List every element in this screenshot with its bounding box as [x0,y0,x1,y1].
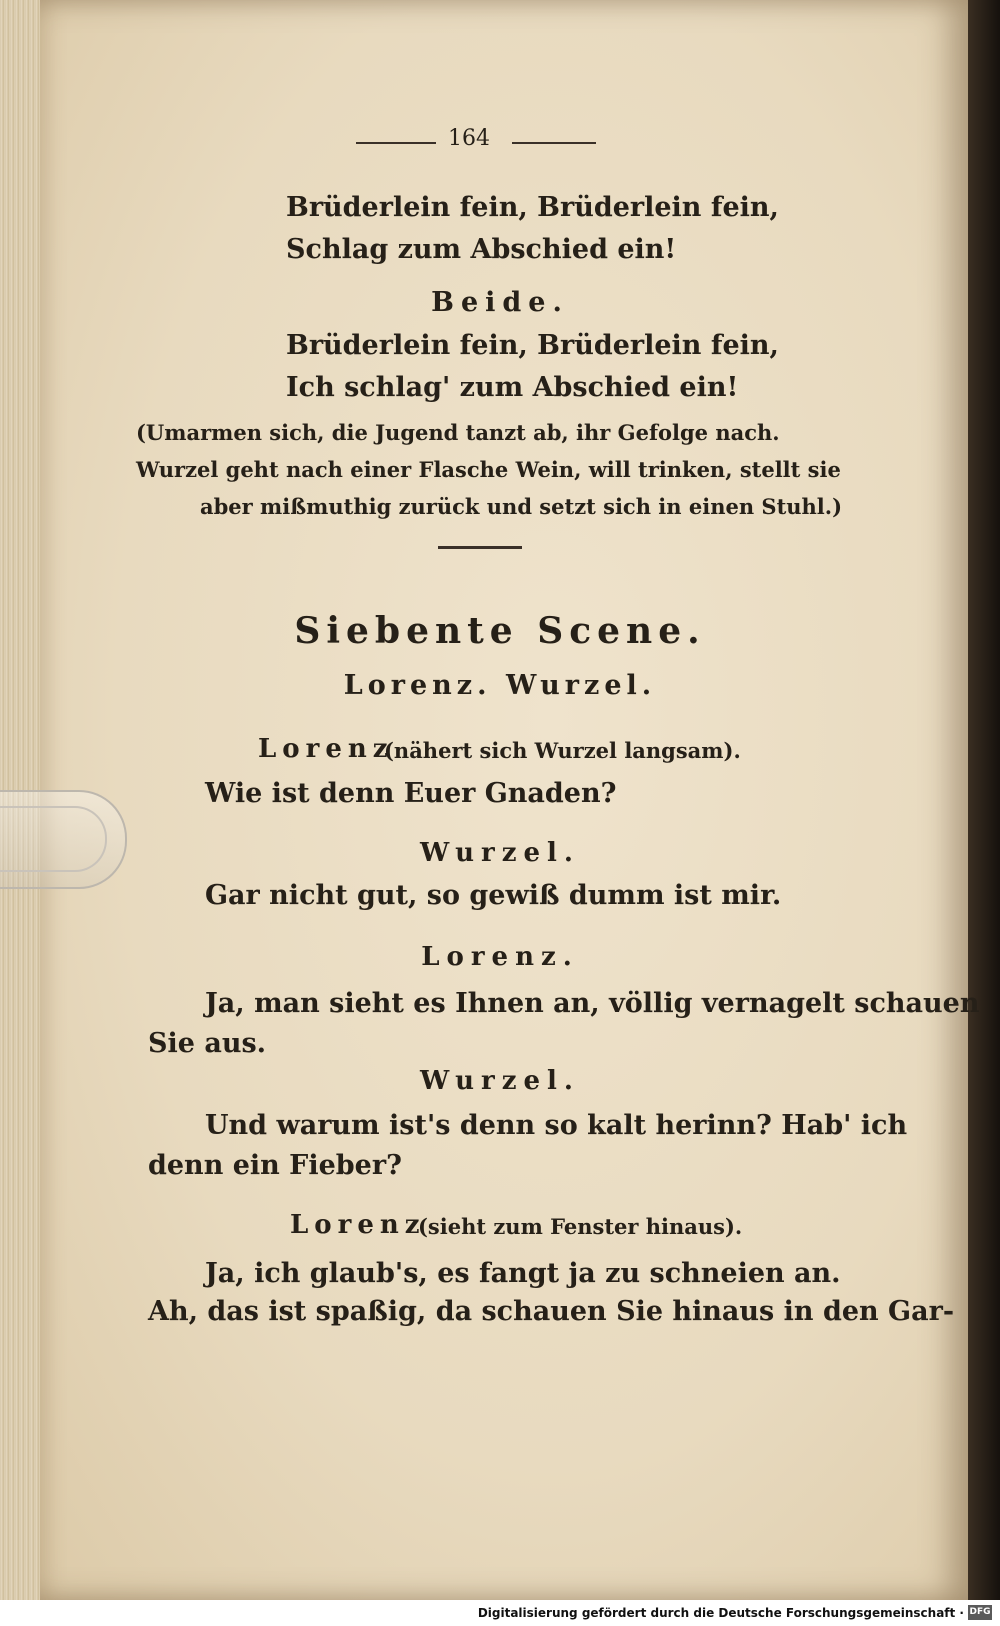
header-rule-right [512,142,596,144]
page-number: 164 [448,126,490,151]
dfg-logo-icon: DFG [968,1605,992,1620]
scene-title: Siebente Scene. [294,610,706,652]
dialogue-line: Ja, man sieht es Ihnen an, völlig vernagelt schauen [205,988,980,1019]
speaker-name: Lorenz [290,1210,426,1240]
speaker-name: Wurzel. [420,1066,580,1096]
verse-line: Schlag zum Abschied ein! [286,234,677,265]
scene-characters: Lorenz. Wurzel. [343,670,657,701]
speaker-name: Lorenz [258,734,394,764]
verse-line: Brüderlein fein, Brüderlein fein, [286,192,779,223]
dialogue-line: Und warum ist's denn so kalt herinn? Hab' ich [205,1110,908,1141]
stage-direction: (sieht zum Fenster hinaus). [418,1214,743,1239]
dialogue-line: Wie ist denn Euer Gnaden? [205,778,617,809]
book-binding [968,0,1000,1600]
footer-bar [0,1600,1000,1626]
verse-line: Ich schlag' zum Abschied ein! [286,372,739,403]
dialogue-line: denn ein Fieber? [148,1150,402,1181]
speaker-name: Wurzel. [420,838,580,868]
dialogue-line: Ja, ich glaub's, es fangt ja zu schneien an. [205,1258,841,1289]
stage-direction: aber mißmuthig zurück und setzt sich in einen Stuhl.) [200,494,843,519]
stage-direction: (nähert sich Wurzel langsam). [384,738,741,763]
dialogue-line: Ah, das ist spaßig, da schauen Sie hinaus in den Gar- [148,1296,955,1327]
speaker-name: Lorenz. [421,942,579,972]
dialogue-line: Sie aus. [148,1028,267,1059]
footer-credit: Digitalisierung gefördert durch die Deutsche Forschungsgemeinschaft · [477,1606,964,1620]
stage-direction: (Umarmen sich, die Jugend tanzt ab, ihr Gefolge nach. [136,420,780,445]
speaker-name: Beide. [431,287,569,318]
dialogue-line: Gar nicht gut, so gewiß dumm ist mir. [205,880,782,911]
stage-direction: Wurzel geht nach einer Flasche Wein, will trinken, stellt sie [136,457,841,482]
header-rule-left [356,142,436,144]
verse-line: Brüderlein fein, Brüderlein fein, [286,330,779,361]
section-divider [438,546,522,549]
